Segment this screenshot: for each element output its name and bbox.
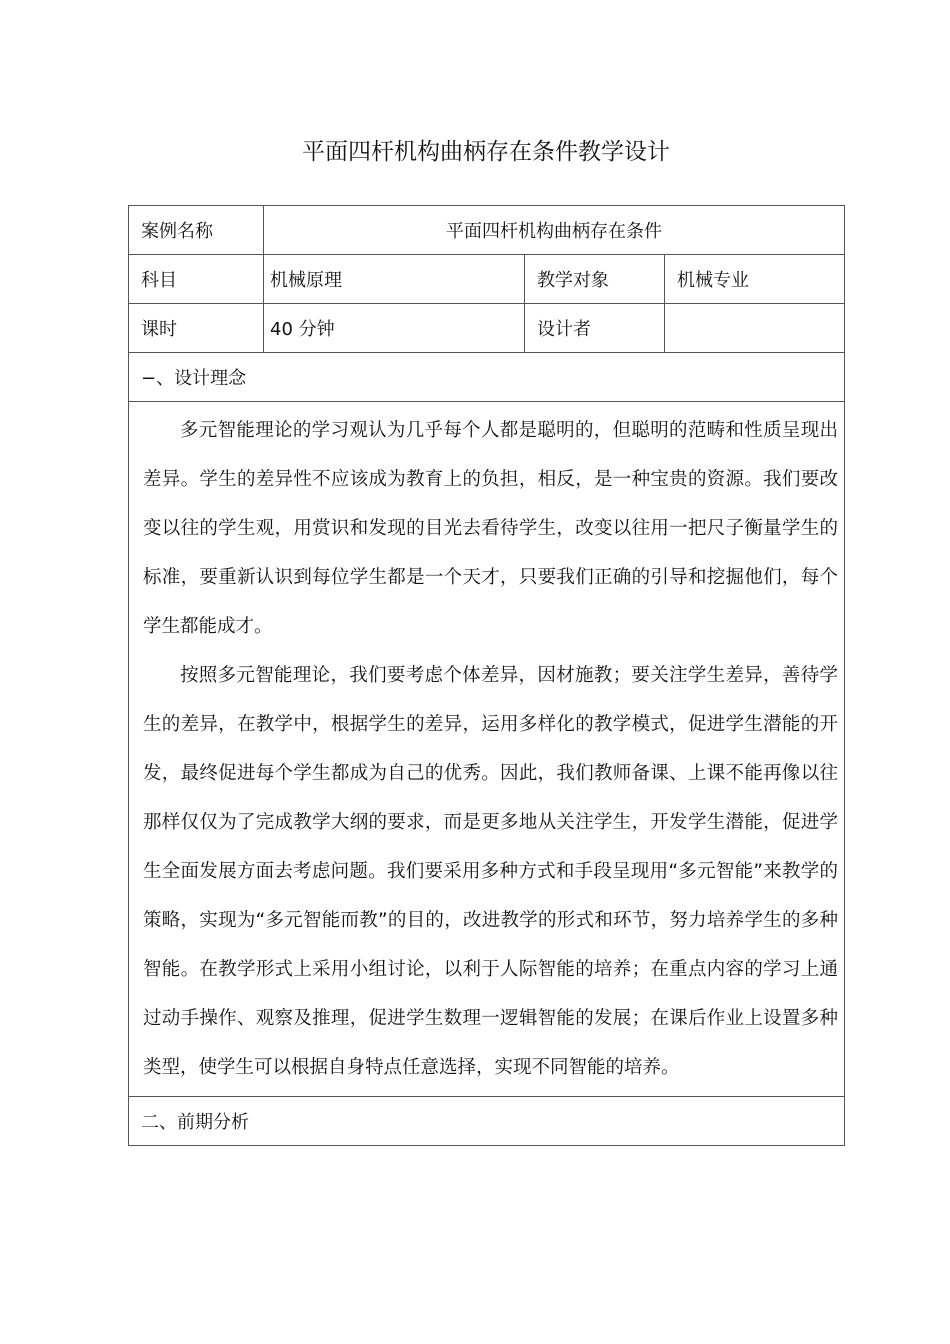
section-preliminary-analysis-heading-row bbox=[129, 1097, 845, 1146]
duration-label: 课时 bbox=[129, 304, 264, 353]
case-name-value: 平面四杆机构曲柄存在条件 bbox=[264, 206, 845, 255]
case-name-label: 案例名称 bbox=[129, 206, 264, 255]
duration-value: 40 分钟 bbox=[264, 304, 525, 353]
duration-row bbox=[129, 304, 845, 353]
subject-label: 科目 bbox=[129, 255, 264, 304]
section-design-philosophy-body-row bbox=[129, 402, 845, 1097]
designer-label: 设计者 bbox=[525, 304, 665, 353]
teaching-design-table bbox=[128, 205, 845, 1146]
case-name-row bbox=[129, 206, 845, 255]
audience-label: 教学对象 bbox=[525, 255, 665, 304]
subject-value: 机械原理 bbox=[264, 255, 525, 304]
subject-row bbox=[129, 255, 845, 304]
section-preliminary-analysis-heading: 二、前期分析 bbox=[129, 1097, 845, 1146]
designer-value bbox=[665, 304, 845, 353]
section-design-philosophy-heading-row bbox=[129, 353, 845, 402]
section-design-philosophy-body bbox=[129, 402, 845, 1097]
paragraph: 多元智能理论的学习观认为几乎每个人都是聪明的，但聪明的范畴和性质呈现出差异。学生的差异性不应该成为教育上的负担，相反，是一种宝贵的资源。我们要改变以往的学生观，用赏识和发现的目光去看待学生，改变以往用一把尺子衡量学生的标准，要重新认识到每位学生都是一个天才，只要我们正确的引导和挖掘他们，每个学生都能成才。 bbox=[143, 420, 839, 637]
paragraph: 按照多元智能理论，我们要考虑个体差异，因材施教；要关注学生差异，善待学生的差异，在教学中，根据学生的差异，运用多样化的教学模式，促进学生潜能的开发，最终促进每个学生都成为自己的优秀。因此，我们教师备课、上课不能再像以往那样仅仅为了完成教学大纲的要求，而是更多地从关注学生，开发学生潜能，促进学生全面发展方面去考虑问题。我们要采用多种方式和手段呈现用“多元智能”来教学的策略，实现为“多元智能而教”的目的，改进教学的形式和环节，努力培养学生的多种智能。在教学形式上采用小组讨论，以利于人际智能的培养；在重点内容的学习上通过动手操作、观察及推理，促进学生数理一逻辑智能的发展；在课后作业上设置多种类型，使学生可以根据自身特点任意选择，实现不同智能的培养。 bbox=[143, 665, 839, 1078]
section-design-philosophy-heading: −、设计理念 bbox=[129, 353, 845, 402]
document-title: 平面四杆机构曲柄存在条件教学设计 bbox=[302, 139, 670, 165]
audience-value: 机械专业 bbox=[665, 255, 845, 304]
